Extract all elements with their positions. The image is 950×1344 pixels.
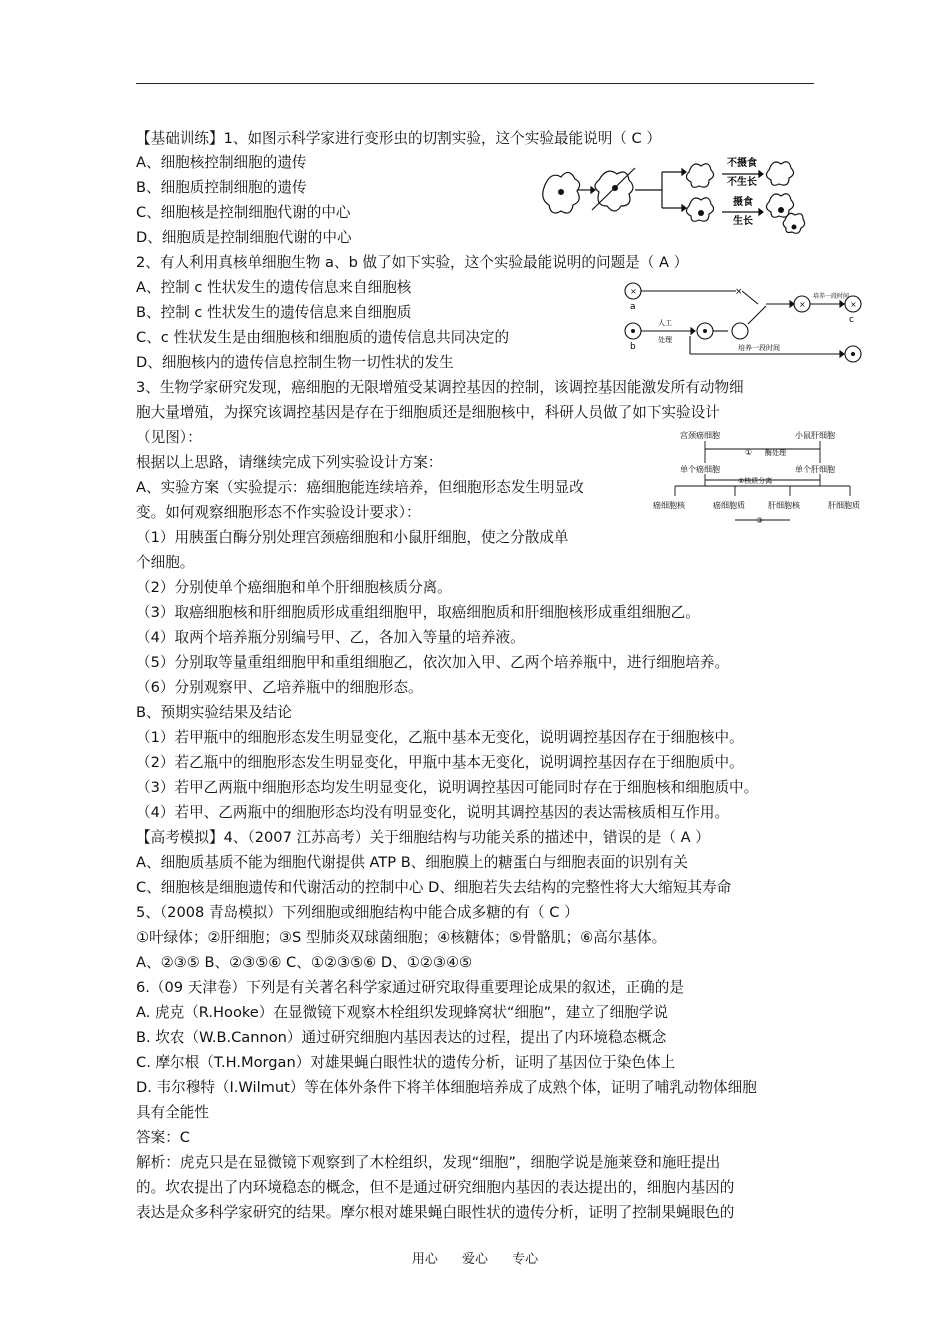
fig3-out-liver-nucleus: 肝细胞核 — [768, 501, 800, 510]
text-line: （3）取癌细胞核和肝细胞质形成重组细胞甲，取癌细胞质和肝细胞核形成重组细胞乙。 — [136, 604, 700, 621]
text-line: （3）若甲乙两瓶中细胞形态均发生明显变化，说明调控基因可能同时存在于细胞核和细胞质中。 — [136, 779, 759, 796]
footer-item: 爱心 — [461, 1252, 488, 1267]
fig3-step2: ②核质分离 — [738, 477, 773, 485]
text-line: B、细胞质控制细胞的遗传 — [136, 179, 307, 196]
text-line: D、细胞核内的遗传信息控制生物一切性状的发生 — [136, 354, 454, 371]
text-line: A、细胞质基质不能为细胞代谢提供 ATP B、细胞膜上的糖蛋白与细胞表面的识别有关 — [136, 854, 689, 871]
text-line: 5、（2008 青岛模拟）下列细胞或细胞结构中能合成多糖的有（ C ） — [136, 904, 579, 921]
fig2-label-x: × — [735, 287, 743, 297]
text-line: A、细胞核控制细胞的遗传 — [136, 154, 307, 171]
text-line: A、②③⑤ B、②③⑤⑥ C、①②③⑤⑥ D、①②③④⑤ — [136, 954, 473, 971]
fig1-label-bottom: 摄食 — [733, 197, 753, 208]
text-line: C、细胞核是控制细胞代谢的中心 — [136, 204, 351, 221]
text-line: 表达是众多科学家研究的结果。摩尔根对雄果蝇白眼性状的遗传分析，证明了控制果蝇眼色的 — [136, 1204, 735, 1221]
text-line: B、预期实验结果及结论 — [136, 704, 292, 721]
text-line: （6）分别观察甲、乙培养瓶中的细胞形态。 — [136, 679, 423, 696]
text-line: 【基础训练】1、如图示科学家进行变形虫的切割实验，这个实验最能说明（ C ） — [136, 130, 661, 147]
fig3-step1: ① — [745, 448, 753, 457]
text-line: 3、生物学家研究发现，癌细胞的无限增殖受某调控基因的控制，该调控基因能激发所有动物细 — [136, 379, 744, 396]
fig1-label-bottom2: 生长 — [733, 216, 753, 227]
text-line: 【高考模拟】4、（2007 江苏高考）关于细胞结构与功能关系的描述中，错误的是（ A ） — [136, 829, 710, 846]
amoeba-cut — [595, 171, 633, 211]
fig2-label-process1: 人工 — [658, 319, 672, 327]
text-line: （1）若甲瓶中的细胞形态发生明显变化，乙瓶中基本无变化，说明调控基因存在于细胞核中。 — [136, 729, 744, 746]
amoeba-no-nucleus — [686, 164, 713, 188]
amoeba-figure — [537, 150, 820, 245]
text-line: （2）若乙瓶中的细胞形态发生明显变化，甲瓶中基本无变化，说明调控基因存在于细胞质中。 — [136, 754, 744, 771]
text-line: （5）分别取等量重组细胞甲和重组细胞乙，依次加入甲、乙两个培养瓶中，进行细胞培养。 — [136, 654, 730, 671]
text-line: B、控制 c 性状发生的遗传信息来自细胞质 — [136, 304, 412, 321]
fig3-enzyme: 酶处理 — [765, 449, 786, 457]
text-line: D. 韦尔穆特（I.Wilmut）等在体外条件下将羊体细胞培养成了成熟个体，证明了哺乳动物体细胞 — [136, 1079, 757, 1096]
text-line: 6.（09 天津卷）下列是有关著名科学家通过研究取得重要理论成果的叙述，正确的是 — [136, 979, 684, 996]
text-line: 胞大量增殖，为探究该调控基因是存在于细胞质还是细胞核中，科研人员做了如下实验设计 — [136, 404, 720, 421]
text-line: ①叶绿体；②肝细胞；③S 型肺炎双球菌细胞；④核糖体；⑤骨骼肌；⑥高尔基体。 — [136, 929, 667, 946]
footer-item: 专心 — [512, 1252, 539, 1267]
fig3-step3: ③ — [756, 516, 764, 525]
fig2-label-a: a — [630, 302, 636, 312]
text-line: 的。坎农提出了内环境稳态的概念，但不是通过研究细胞内基因的表达提出的，细胞内基因的 — [136, 1179, 735, 1196]
fig1-label-top2: 不生长 — [727, 177, 757, 188]
text-line: C、c 性状发生是由细胞核和细胞质的遗传信息共同决定的 — [136, 329, 510, 346]
text-line: 答案：C — [136, 1129, 190, 1146]
text-line: C. 摩尔根（T.H.Morgan）对雄果蝇白眼性状的遗传分析，证明了基因位于染色体上 — [136, 1054, 676, 1071]
text-line: 2、有人利用真核单细胞生物 a、b 做了如下实验，这个实验最能说明的问题是（ A ） — [136, 254, 689, 271]
text-line: 个细胞。 — [136, 554, 195, 571]
fig3-out-liver-cytoplasm: 肝细胞质 — [828, 501, 860, 510]
text-line: （4）取两个培养瓶分别编号甲、乙，各加入等量的培养液。 — [136, 629, 525, 646]
fig2-label-culture-bottom: 培养一段时间 — [738, 344, 780, 352]
fig3-single-liver-cell: 单个肝细胞 — [795, 465, 835, 474]
text-line: （1）用胰蛋白酶分别处理宫颈癌细胞和小鼠肝细胞，使之分散成单 — [136, 529, 569, 546]
svg-text:×: × — [630, 287, 637, 296]
text-line: （4）若甲、乙两瓶中的细胞形态均没有明显变化，说明其调控基因的表达需核质相互作用。 — [136, 804, 730, 821]
fig1-label-top: 不摄食 — [727, 158, 757, 169]
fig2-label-c: c — [849, 315, 854, 325]
text-line: A、实验方案（实验提示：癌细胞能连续培养，但细胞形态发生明显改 — [136, 479, 584, 496]
page-footer — [0, 1248, 950, 1267]
text-line: 具有全能性 — [136, 1104, 209, 1121]
nucleus-transfer-figure — [618, 274, 868, 372]
svg-text:×: × — [799, 300, 806, 309]
fig2-label-culture-top: 培养一段时间 — [813, 293, 850, 300]
text-line: 解析：虎克只是在显微镜下观察到了木栓组织，发现“细胞”，细胞学说是施莱登和施旺提出 — [136, 1154, 721, 1171]
amoeba-grown-2 — [783, 213, 804, 233]
fig3-out-cancer-cytoplasm: 癌细胞质 — [713, 501, 745, 510]
text-line: （见图）： — [136, 429, 202, 446]
amoeba-no-nucleus-2 — [766, 162, 793, 186]
fig2-label-process2: 处理 — [658, 336, 672, 344]
text-line: （2）分别使单个癌细胞和单个肝细胞核质分离。 — [136, 579, 452, 596]
text-line: B. 坎农（W.B.Cannon）通过研究细胞内基因表达的过程，提出了内环境稳态概念 — [136, 1029, 667, 1046]
text-line: C、细胞核是细胞遗传和代谢活动的控制中心 D、细胞若失去结构的完整性将大大缩短其寿命 — [136, 879, 732, 896]
svg-text:×: × — [850, 300, 857, 309]
text-line: A、控制 c 性状发生的遗传信息来自细胞核 — [136, 279, 412, 296]
header-rule — [136, 83, 814, 84]
amoeba-with-nucleus — [686, 198, 713, 222]
fig3-mouse-liver-cell: 小鼠肝细胞 — [795, 431, 835, 440]
text-line: 根据以上思路，请继续完成下列实验设计方案： — [136, 454, 443, 471]
footer-item: 用心 — [411, 1252, 438, 1267]
fig3-out-cancer-nucleus: 癌细胞核 — [653, 501, 685, 510]
fig3-cervical-cancer-cell: 宫颈癌细胞 — [680, 431, 720, 440]
fig2-label-b: b — [630, 342, 636, 352]
fig3-single-cancer-cell: 单个癌细胞 — [680, 465, 720, 474]
text-line: 变。如何观察细胞形态不作实验设计要求）： — [136, 504, 421, 521]
cancer-cell-flowchart — [650, 428, 870, 528]
text-line: D、细胞质是控制细胞代谢的中心 — [136, 229, 352, 246]
text-line: A. 虎克（R.Hooke）在显微镜下观察木栓组织发现蜂窝状“细胞”，建立了细胞学说 — [136, 1004, 668, 1021]
